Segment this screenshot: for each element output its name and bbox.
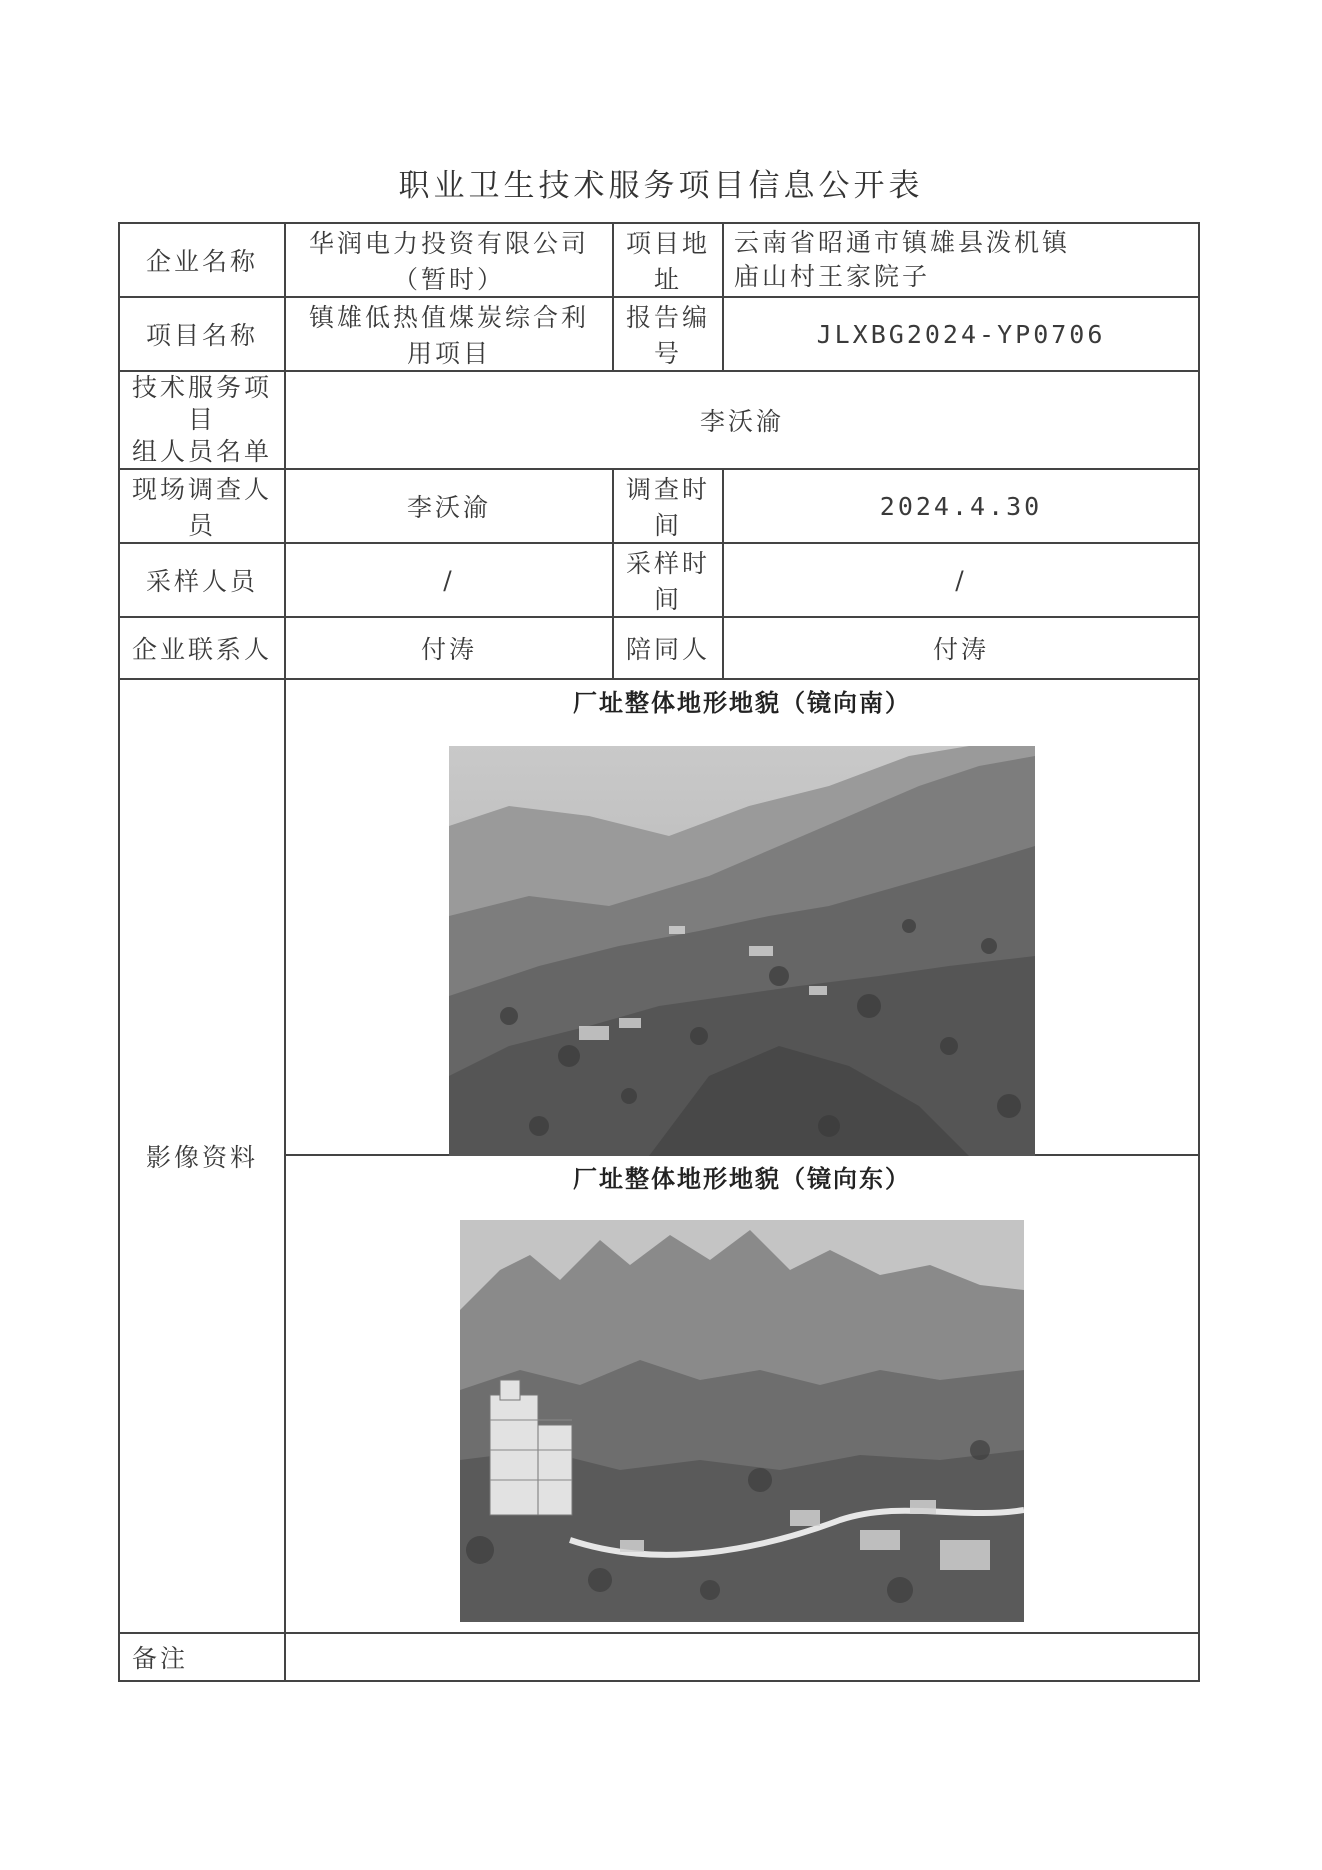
team-label-line1: 技术服务项目: [131, 373, 272, 434]
contact-label: 企业联系人: [119, 617, 285, 679]
site-investigator-label: 现场调查人员: [119, 469, 285, 543]
company-name-value: 华润电力投资有限公司（暂时）: [285, 223, 613, 297]
project-address-value: [723, 223, 1199, 297]
photo-block-south: [286, 682, 1198, 1154]
sampler-value: /: [285, 543, 613, 617]
report-no-label: 报告编号: [613, 297, 723, 371]
images-cell: [285, 679, 1199, 1633]
table-row: [119, 371, 1199, 469]
contact-value: 付涛: [285, 617, 613, 679]
project-address-line1: 云南省昭通市镇雄县泼机镇: [734, 228, 1071, 257]
photo-block-east: [286, 1154, 1198, 1632]
report-no-value: JLXBG2024-YP0706: [723, 297, 1199, 371]
escort-label: 陪同人: [613, 617, 723, 679]
mountain-village-photo-south: [286, 746, 1198, 1156]
project-address-line2: 庙山村王家院子: [734, 262, 931, 291]
escort-value: 付涛: [723, 617, 1199, 679]
project-address-label: 项目地址: [613, 223, 723, 297]
team-label: [119, 371, 285, 469]
investigation-time-value: 2024.4.30: [723, 469, 1199, 543]
table-row: [119, 543, 1199, 617]
remarks-value: [285, 1633, 1199, 1681]
mountain-village-photo-east: [286, 1220, 1198, 1622]
company-name-label: 企业名称: [119, 223, 285, 297]
site-investigator-value: 李沃渝: [285, 469, 613, 543]
team-label-line2: 组人员名单: [131, 437, 272, 466]
info-table: [118, 222, 1200, 1682]
sampling-time-label: 采样时间: [613, 543, 723, 617]
project-name-value: 镇雄低热值煤炭综合利用项目: [285, 297, 613, 371]
sampling-time-value: /: [723, 543, 1199, 617]
images-label: 影像资料: [119, 679, 285, 1633]
sampler-label: 采样人员: [119, 543, 285, 617]
table-row: [119, 223, 1199, 297]
project-name-label: 项目名称: [119, 297, 285, 371]
table-row: [119, 617, 1199, 679]
team-members-value: 李沃渝: [285, 371, 1199, 469]
photo-caption-south: 厂址整体地形地貌（镜向南）: [573, 689, 911, 717]
table-row: [119, 679, 1199, 1633]
remarks-label: 备注: [119, 1633, 285, 1681]
table-row: [119, 469, 1199, 543]
page-title: 职业卫生技术服务项目信息公开表: [398, 168, 924, 204]
investigation-time-label: 调查时间: [613, 469, 723, 543]
table-row: [119, 1633, 1199, 1681]
table-row: [119, 297, 1199, 371]
photo-caption-east: 厂址整体地形地貌（镜向东）: [573, 1165, 911, 1193]
